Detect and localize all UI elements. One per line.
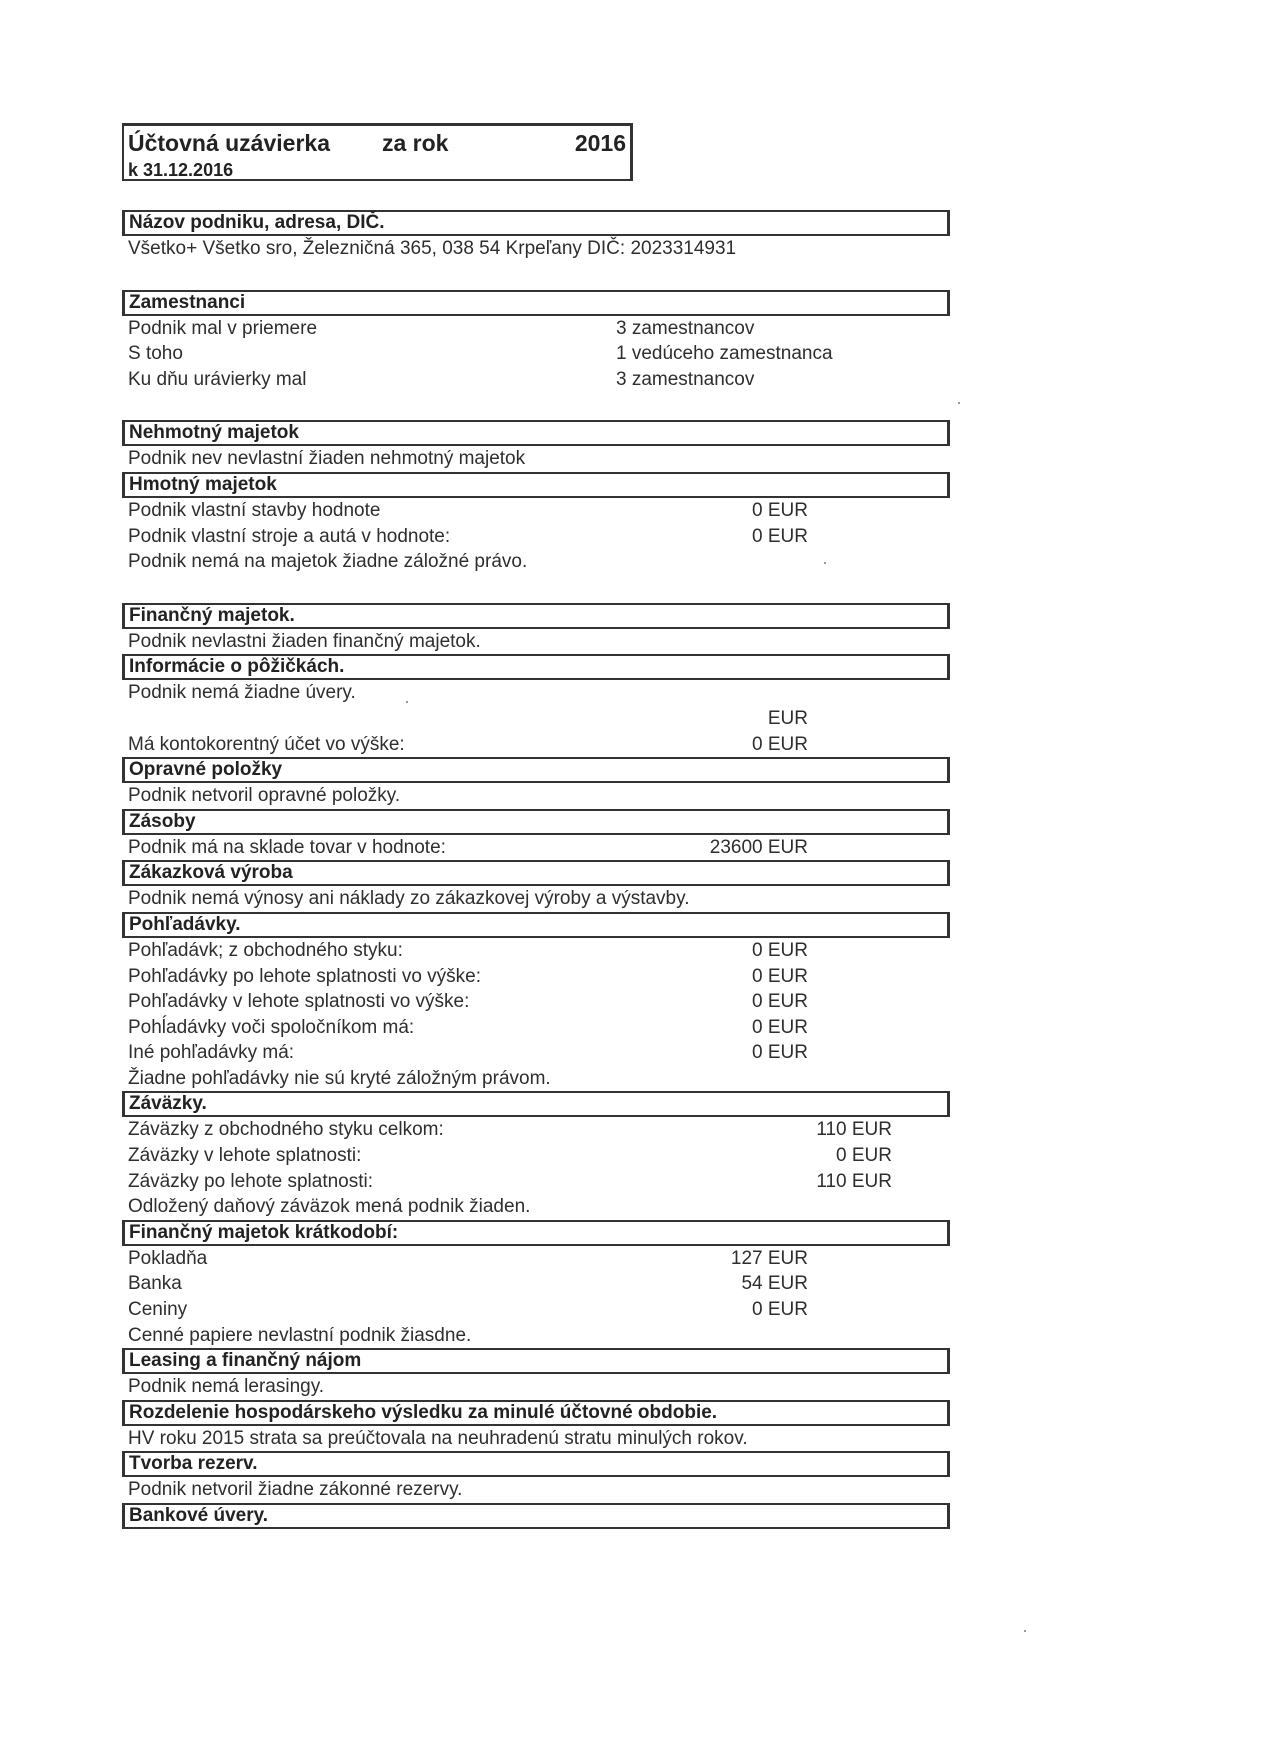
row-value: 110 EUR bbox=[816, 1119, 892, 1141]
document-title: Účtovná uzávierka bbox=[128, 130, 330, 156]
tangible-row bbox=[122, 498, 950, 524]
reserves-text: Podnik netvoril žiadne zákonné rezervy. bbox=[128, 1479, 463, 1501]
scan-speck bbox=[406, 701, 408, 703]
row-label: Záväzky po lehote splatnosti: bbox=[128, 1170, 374, 1192]
row-value: 127 EUR bbox=[730, 1247, 808, 1269]
employees-row bbox=[122, 316, 950, 342]
receivables-row bbox=[122, 938, 950, 964]
row-label: Pohľadávky v lehote splatnosti vo výške: bbox=[128, 991, 470, 1013]
bank-loans-heading: Bankové úvery. bbox=[122, 1503, 950, 1529]
employees-row bbox=[122, 341, 950, 367]
loans-eur-row bbox=[122, 706, 950, 732]
liabilities-row bbox=[122, 1169, 950, 1195]
row-label: Pohľadávky po lehote splatnosti vo výške: bbox=[128, 965, 482, 987]
profit-heading: Rozdelenie hospodárskeho výsledku za minulé účtovné obdobie. bbox=[122, 1400, 950, 1426]
year: 2016 bbox=[574, 130, 626, 156]
short-financial-note: Cenné papiere nevlastní podnik žiasdne. bbox=[128, 1324, 472, 1346]
tangible-heading: Hmotný majetok bbox=[122, 472, 950, 498]
adjustments-text: Podnik netvoril opravné položky. bbox=[128, 785, 401, 807]
row-value: 54 EUR bbox=[741, 1273, 808, 1295]
row-label: Podnik vlastní stroje a autá v hodnote: bbox=[128, 525, 451, 547]
employees-row bbox=[122, 367, 950, 393]
employees-heading: Zamestnanci bbox=[122, 290, 950, 316]
row-value: 0 EUR bbox=[752, 991, 808, 1013]
profit-text: HV roku 2015 strata sa preúčtovala na neuhradenú stratu minulých rokov. bbox=[128, 1427, 748, 1449]
scan-speck bbox=[824, 562, 826, 564]
row-label: Záväzky z obchodného styku celkom: bbox=[128, 1119, 444, 1141]
row-value: 0 EUR bbox=[752, 1042, 808, 1064]
receivables-row bbox=[122, 1040, 950, 1066]
contracts-text: Podnik nemá výnosy ani náklady zo zákazkovej výroby a výstavby. bbox=[128, 888, 690, 910]
row-label: Podnik mal v priemere bbox=[128, 317, 318, 339]
loans-heading: Informácie o pôžičkách. bbox=[122, 654, 950, 680]
short-financial-row bbox=[122, 1297, 950, 1323]
row-value: 0 EUR bbox=[752, 499, 808, 521]
liabilities-row bbox=[122, 1143, 950, 1169]
overdraft-row bbox=[122, 732, 950, 758]
row-value: 0 EUR bbox=[752, 525, 808, 547]
liabilities-note: Odložený daňový záväzok mená podnik žiaden. bbox=[128, 1196, 531, 1218]
report-body bbox=[122, 210, 950, 1529]
row-value: 1 vedúceho zamestnanca bbox=[616, 343, 833, 365]
row-label: Záväzky v lehote splatnosti: bbox=[128, 1145, 362, 1167]
receivables-heading: Pohľadávky. bbox=[122, 912, 950, 938]
row-label: Podnik má na sklade tovar v hodnote: bbox=[128, 836, 446, 858]
row-label: Pohľadávk; z obchodného styku: bbox=[128, 939, 403, 961]
za-rok-label: za rok bbox=[382, 130, 449, 156]
row-value: 110 EUR bbox=[816, 1170, 892, 1192]
row-value: 0 EUR bbox=[836, 1145, 892, 1167]
liabilities-row bbox=[122, 1117, 950, 1143]
row-label: S toho bbox=[128, 343, 183, 365]
row-label: Banka bbox=[128, 1273, 182, 1295]
company-info: Všetko+ Všetko sro, Železničná 365, 038 54 Krpeľany DIČ: 2023314931 bbox=[128, 238, 737, 259]
tangible-row bbox=[122, 524, 950, 550]
scan-speck bbox=[958, 402, 960, 404]
financial-text: Podnik nevlastni žiaden finančný majetok. bbox=[128, 630, 481, 652]
receivables-row bbox=[122, 1015, 950, 1041]
short-financial-row bbox=[122, 1271, 950, 1297]
row-label: Pohĺadávky voči spoločníkom má: bbox=[128, 1016, 415, 1038]
row-value: 23600 EUR bbox=[709, 836, 808, 858]
row-value: 0 EUR bbox=[752, 1299, 808, 1321]
row-value: 0 EUR bbox=[752, 939, 808, 961]
contracts-heading: Zákazková výroba bbox=[122, 860, 950, 886]
liabilities-heading: Záväzky. bbox=[122, 1091, 950, 1117]
leasing-heading: Leasing a finančný nájom bbox=[122, 1348, 950, 1374]
short-financial-row bbox=[122, 1246, 950, 1272]
financial-heading: Finančný majetok. bbox=[122, 603, 950, 629]
row-label: Iné pohľadávky má: bbox=[128, 1042, 295, 1064]
row-label: Pokladňa bbox=[128, 1247, 208, 1269]
receivables-note: Žiadne pohľadávky nie sú kryté záložným právom. bbox=[128, 1067, 551, 1089]
intangible-text: Podnik nev nevlastní žiaden nehmotný majetok bbox=[128, 448, 526, 470]
eur-label: EUR bbox=[767, 707, 808, 729]
row-label: Ceniny bbox=[128, 1299, 188, 1321]
row-label: Podnik vlastní stavby hodnote bbox=[128, 499, 381, 521]
tangible-note: Podnik nemá na majetok žiadne záložné právo. bbox=[128, 551, 528, 573]
closing-date: k 31.12.2016 bbox=[128, 160, 234, 180]
leasing-text: Podnik nemá lerasingy. bbox=[128, 1376, 325, 1398]
receivables-row bbox=[122, 989, 950, 1015]
scan-speck bbox=[1024, 1630, 1026, 1632]
company-heading: Názov podniku, adresa, DIČ. bbox=[122, 210, 950, 236]
inventory-heading: Zásoby bbox=[122, 809, 950, 835]
row-value: 0 EUR bbox=[752, 965, 808, 987]
row-value: 0 EUR bbox=[752, 733, 808, 755]
adjustments-heading: Opravné položky bbox=[122, 757, 950, 783]
short-financial-heading: Finančný majetok krátkodobí: bbox=[122, 1220, 950, 1246]
inventory-row bbox=[122, 835, 950, 861]
reserves-heading: Tvorba rezerv. bbox=[122, 1451, 950, 1477]
row-value: 0 EUR bbox=[752, 1016, 808, 1038]
row-value: 3 zamestnancov bbox=[616, 317, 755, 339]
row-label: Ku dňu urávierky mal bbox=[128, 368, 307, 390]
row-value: 3 zamestnancov bbox=[616, 368, 755, 390]
receivables-row bbox=[122, 964, 950, 990]
intangible-heading: Nehmotný majetok bbox=[122, 420, 950, 446]
loans-text: Podnik nemá žiadne úvery. bbox=[128, 682, 356, 704]
row-label: Má kontokorentný účet vo výške: bbox=[128, 733, 405, 755]
title-box bbox=[122, 123, 633, 181]
